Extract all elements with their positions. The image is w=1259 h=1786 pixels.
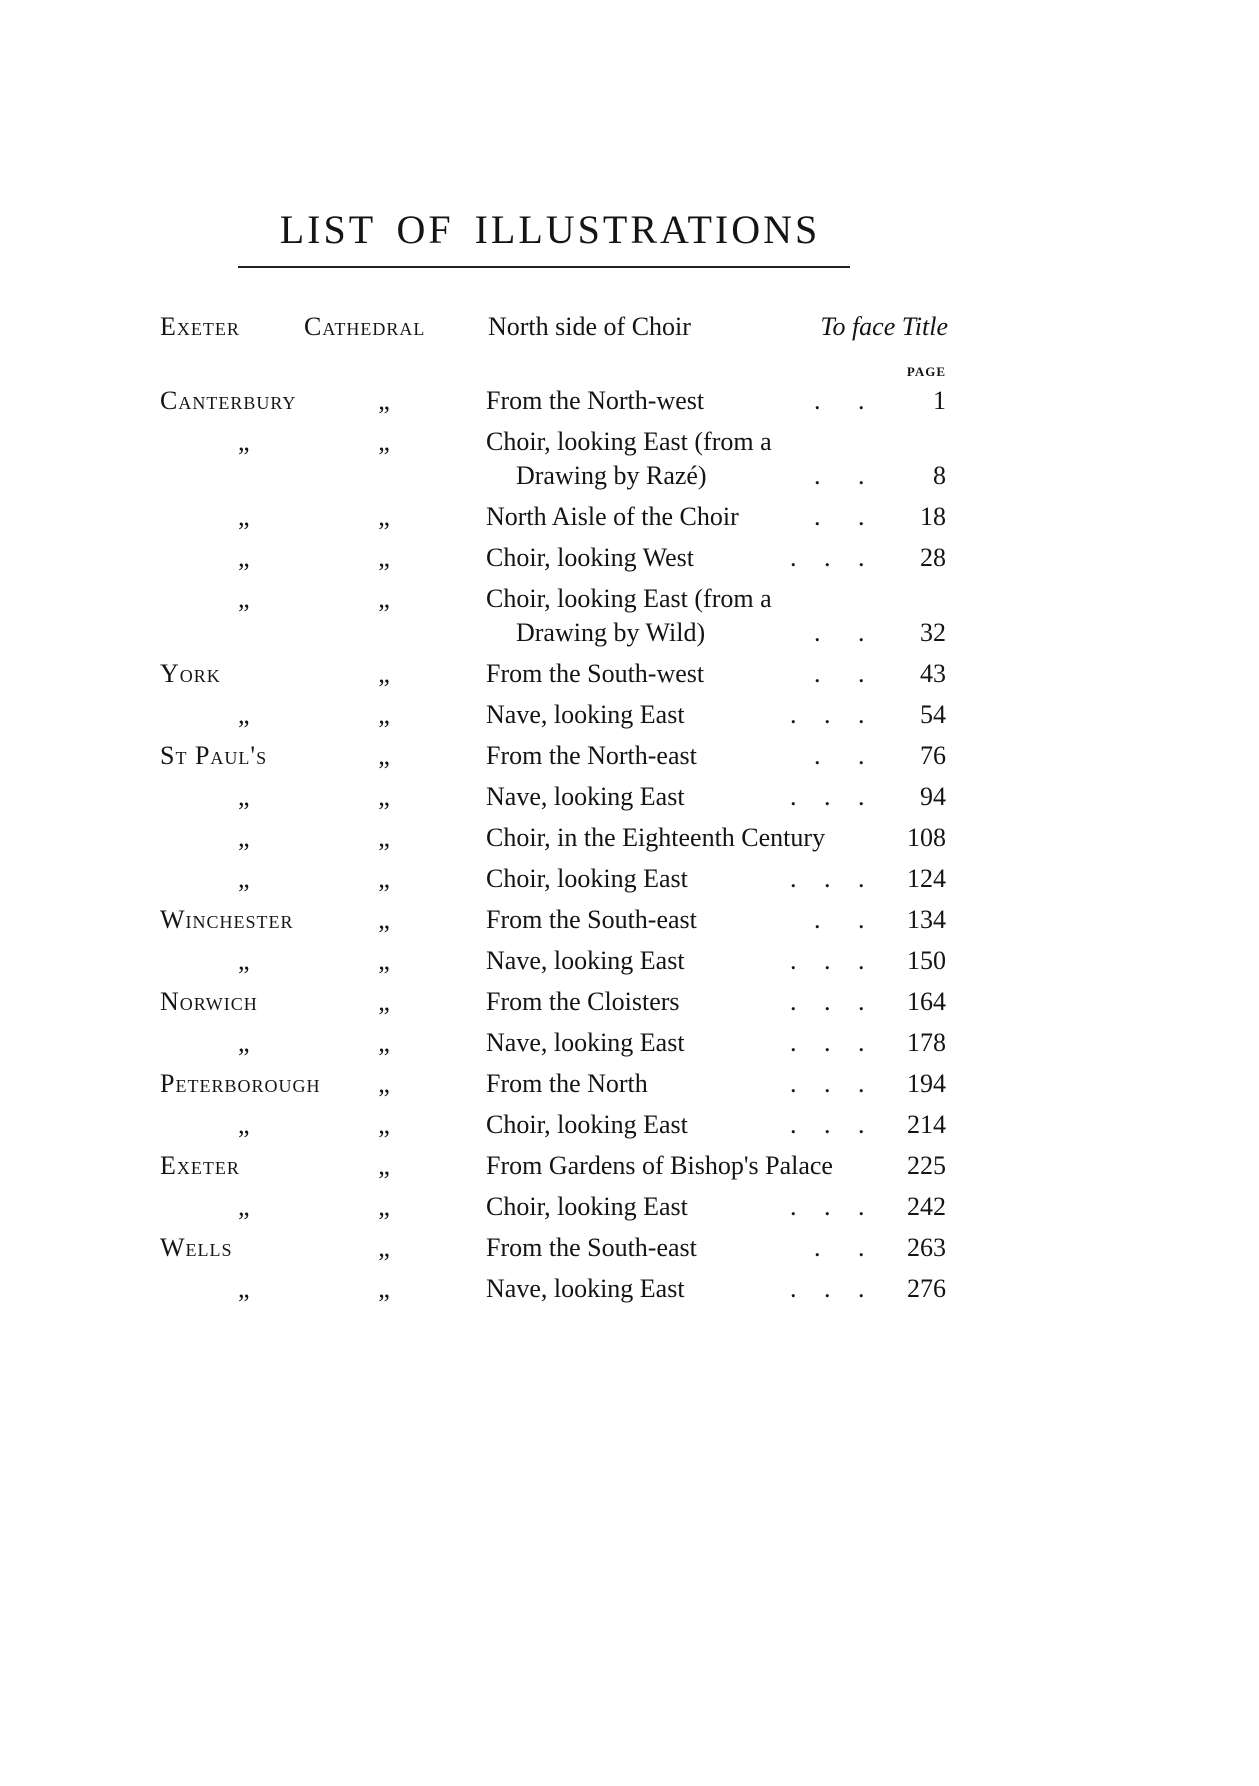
entry-subject-line: Choir, looking East: [486, 864, 688, 893]
entry-subject: [486, 657, 886, 691]
entry-ditto-mark: „: [378, 946, 390, 975]
leader-dot: .: [824, 782, 831, 811]
entry-cathedral: „: [238, 1110, 251, 1139]
entry-subject-line: From the North-west: [486, 386, 705, 415]
leader-dot: .: [858, 1028, 865, 1057]
entry-ditto-mark: „: [378, 741, 390, 770]
entry-cathedral: „: [238, 1028, 251, 1057]
entry-subject-line: From the South-east: [486, 905, 697, 934]
entry-cathedral: Peterborough: [160, 1069, 321, 1098]
leader-dot: .: [858, 386, 865, 415]
entry-cathedral: „: [238, 1192, 251, 1221]
entry-page-number: 164: [907, 987, 946, 1016]
entry-subject-line: Nave, looking East: [486, 1274, 685, 1303]
leader-dot: .: [824, 1028, 831, 1057]
leader-dot: .: [814, 386, 821, 415]
leader-dot: .: [858, 659, 865, 688]
leader-dot: .: [824, 946, 831, 975]
entry-ditto-mark: „: [378, 427, 390, 456]
entry-ditto-mark: „: [378, 502, 390, 531]
leader-dot: .: [824, 1069, 831, 1098]
entry-ditto-mark: „: [378, 1192, 390, 1221]
frontispiece-building: Cathedral: [304, 312, 426, 341]
leader-dot: .: [814, 1233, 821, 1262]
leader-dot: .: [814, 741, 821, 770]
leader-dot: .: [824, 864, 831, 893]
leader-dot: .: [790, 1274, 797, 1303]
leader-dot: .: [790, 946, 797, 975]
leader-dot: .: [858, 946, 865, 975]
entry-subject: [486, 1149, 886, 1183]
entry-ditto-mark: „: [378, 1233, 390, 1262]
entry-cathedral: „: [238, 427, 251, 456]
entry-page-number: 124: [907, 864, 946, 893]
leader-dot: .: [824, 1192, 831, 1221]
leader-dot: .: [858, 782, 865, 811]
entry-page-number: 242: [907, 1192, 946, 1221]
entry-cathedral: „: [238, 782, 251, 811]
entry-subject: [486, 903, 886, 937]
entry-subject-line: Choir, looking East: [486, 1192, 688, 1221]
leader-dot: .: [858, 1110, 865, 1139]
frontispiece-subject: North side of Choir: [488, 312, 691, 341]
leader-dot: .: [790, 782, 797, 811]
leader-dot: .: [814, 461, 821, 490]
leader-dot: .: [790, 864, 797, 893]
entry-ditto-mark: „: [378, 782, 390, 811]
entry-cathedral: Wells: [160, 1233, 233, 1262]
entry-cathedral: „: [238, 700, 251, 729]
entry-subject-line: From the North: [486, 1069, 648, 1098]
entry-subject: [486, 739, 886, 773]
entry-subject-continuation: Drawing by Wild): [516, 618, 706, 647]
entry-subject-line: North Aisle of the Choir: [486, 502, 739, 531]
leader-dot: .: [790, 1192, 797, 1221]
leader-dot: .: [858, 1069, 865, 1098]
entry-subject-line: From Gardens of Bishop's Palace: [486, 1151, 833, 1180]
entry-subject: [486, 384, 886, 418]
leader-dot: .: [824, 543, 831, 572]
entry-page-number: 28: [920, 543, 946, 572]
entry-ditto-mark: „: [378, 659, 390, 688]
leader-dot: .: [858, 1233, 865, 1262]
entry-page-number: 150: [907, 946, 946, 975]
entry-subject-line: Nave, looking East: [486, 782, 685, 811]
leader-dot: .: [790, 1069, 797, 1098]
entry-subject-line: Nave, looking East: [486, 1028, 685, 1057]
entry-cathedral: Canterbury: [160, 386, 297, 415]
entry-subject-line: Nave, looking East: [486, 700, 685, 729]
leader-dot: .: [790, 1028, 797, 1057]
entry-cathedral: Exeter: [160, 1151, 240, 1180]
entry-page-number: 225: [907, 1151, 946, 1180]
entry-ditto-mark: „: [378, 584, 390, 613]
frontispiece-placement: To face Title: [820, 312, 948, 341]
entry-subject-line: From the North-east: [486, 741, 697, 770]
entry-cathedral: „: [238, 584, 251, 613]
entry-page-number: 1: [933, 386, 946, 415]
leader-dot: .: [824, 1110, 831, 1139]
entry-page-number: 214: [907, 1110, 946, 1139]
leader-dot: .: [790, 700, 797, 729]
leader-dot: .: [814, 618, 821, 647]
leader-dot: .: [790, 1110, 797, 1139]
leader-dot: .: [858, 987, 865, 1016]
entry-page-number: 178: [907, 1028, 946, 1057]
leader-dot: .: [858, 1192, 865, 1221]
entry-page-number: 263: [907, 1233, 946, 1262]
leader-dot: .: [790, 543, 797, 572]
entry-page-number: 134: [907, 905, 946, 934]
leader-dot: .: [824, 1274, 831, 1303]
entry-subject-continuation: Drawing by Razé): [516, 461, 707, 490]
leader-dot: .: [858, 618, 865, 647]
entry-ditto-mark: „: [378, 543, 390, 572]
leader-dot: .: [858, 864, 865, 893]
entry-subject-line: Choir, looking East (from a: [486, 584, 772, 613]
entry-page-number: 18: [920, 502, 946, 531]
entry-page-number: 54: [920, 700, 946, 729]
entry-ditto-mark: „: [378, 987, 390, 1016]
entry-page-number: 276: [907, 1274, 946, 1303]
leader-dot: .: [858, 700, 865, 729]
leader-dot: .: [814, 659, 821, 688]
leader-dot: .: [858, 741, 865, 770]
leader-dot: .: [858, 905, 865, 934]
leader-dot: .: [858, 502, 865, 531]
entry-page-number: 94: [920, 782, 946, 811]
entry-subject-line: From the South-west: [486, 659, 705, 688]
leader-dot: .: [814, 905, 821, 934]
entry-page-number: 108: [907, 823, 946, 852]
entry-ditto-mark: „: [378, 1069, 390, 1098]
entry-subject-line: Choir, in the Eighteenth Century: [486, 823, 826, 852]
entry-subject: [486, 1231, 886, 1265]
entry-cathedral: „: [238, 946, 251, 975]
entry-ditto-mark: „: [378, 386, 390, 415]
entry-cathedral: York: [160, 659, 221, 688]
page-column-heading: PAGE: [906, 364, 946, 379]
frontispiece-cathedral: Exeter: [160, 312, 240, 341]
entry-ditto-mark: „: [378, 905, 390, 934]
entry-ditto-mark: „: [378, 864, 390, 893]
entry-ditto-mark: „: [378, 1274, 390, 1303]
entry-cathedral: „: [238, 543, 251, 572]
entry-subject-line: Choir, looking East (from a: [486, 427, 772, 456]
entry-subject: [486, 821, 886, 855]
entry-page-number: 194: [907, 1069, 946, 1098]
entry-cathedral: Norwich: [160, 987, 258, 1016]
entry-subject: [486, 500, 886, 534]
entry-subject: [486, 582, 886, 650]
leader-dot: .: [814, 502, 821, 531]
entry-cathedral: „: [238, 864, 251, 893]
leader-dot: .: [858, 543, 865, 572]
entry-ditto-mark: „: [378, 1028, 390, 1057]
entry-ditto-mark: „: [378, 1151, 390, 1180]
entry-cathedral: Winchester: [160, 905, 294, 934]
entry-subject: [486, 425, 886, 493]
entry-ditto-mark: „: [378, 1110, 390, 1139]
entry-page-number: 76: [920, 741, 946, 770]
entry-page-number: 43: [920, 659, 946, 688]
entry-subject-line: Choir, looking West: [486, 543, 694, 572]
entry-page-number: 8: [933, 461, 946, 490]
entry-cathedral: „: [238, 1274, 251, 1303]
leader-dot: .: [858, 1274, 865, 1303]
entry-ditto-mark: „: [378, 700, 390, 729]
entry-cathedral: „: [238, 502, 251, 531]
leader-dot: .: [790, 987, 797, 1016]
leader-dot: .: [824, 700, 831, 729]
page-title: LIST OF ILLUSTRATIONS: [279, 207, 821, 252]
entry-page-number: 32: [920, 618, 946, 647]
leader-dot: .: [858, 461, 865, 490]
entry-subject-line: From the Cloisters: [486, 987, 680, 1016]
entry-subject-line: Nave, looking East: [486, 946, 685, 975]
entry-subject-line: From the South-east: [486, 1233, 697, 1262]
entry-ditto-mark: „: [378, 823, 390, 852]
leader-dot: .: [824, 987, 831, 1016]
entry-cathedral: St Paul's: [160, 741, 268, 770]
entry-subject-line: Choir, looking East: [486, 1110, 688, 1139]
entry-cathedral: „: [238, 823, 251, 852]
